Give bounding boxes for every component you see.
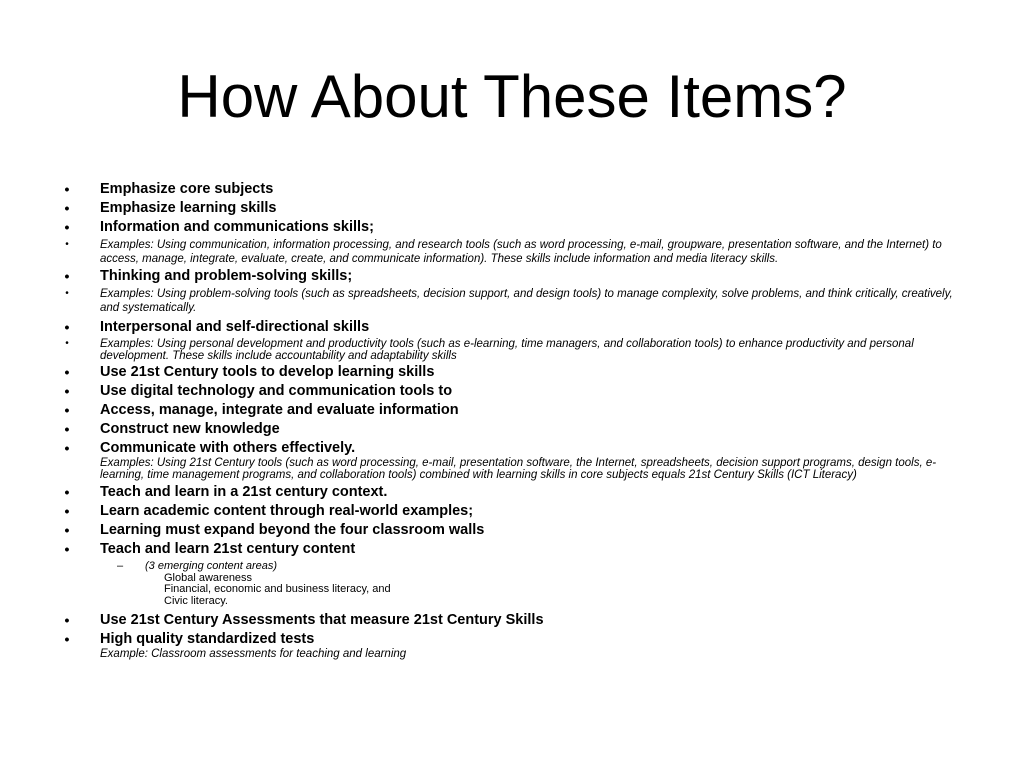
sub-list-line: Financial, economic and business literacy, and	[164, 583, 391, 595]
list-item	[60, 382, 965, 401]
bullet-icon: •	[64, 319, 70, 335]
list-item	[60, 363, 965, 382]
bullet-icon: •	[64, 541, 70, 557]
list-item-text: Emphasize core subjects	[100, 181, 274, 197]
bullet-icon: •	[64, 631, 70, 647]
bullet-icon: •	[64, 200, 70, 216]
list-item-text: Access, manage, integrate and evaluate information	[100, 402, 459, 418]
list-item-text: Use 21st Century Assessments that measure 21st Century Skills	[100, 612, 544, 628]
list-item-text: Use 21st Century tools to develop learning skills	[100, 364, 435, 380]
sub-list	[60, 561, 965, 607]
list-item	[60, 218, 965, 237]
list-item-text: Use digital technology and communication tools to	[100, 383, 453, 399]
example-item	[60, 238, 965, 266]
list-item-text: Interpersonal and self-directional skills	[100, 319, 370, 335]
list-item-text: Emphasize learning skills	[100, 200, 277, 216]
list-item	[60, 483, 965, 502]
bullet-icon: •	[64, 484, 70, 500]
bullet-icon: •	[64, 522, 70, 538]
example-text: Examples: Using problem-solving tools (such as spreadsheets, decision support, and design tools) to manage complexity, solve problems, and think critically, creatively, and systematically.	[100, 288, 953, 314]
example-item	[60, 338, 965, 362]
list-item	[60, 502, 965, 521]
bullet-icon: •	[64, 364, 70, 380]
example-item	[60, 287, 965, 315]
bullet-icon: •	[64, 383, 70, 399]
list-item	[60, 439, 965, 481]
bullet-icon: •	[64, 503, 70, 519]
list-item	[60, 420, 965, 439]
list-item	[60, 180, 965, 199]
bullet-icon: •	[64, 612, 70, 628]
list-item	[60, 630, 965, 661]
list-item	[60, 199, 965, 218]
list-item-text: Information and communications skills;	[100, 219, 374, 235]
sub-list-title: (3 emerging content areas)	[145, 560, 278, 572]
list-item	[60, 401, 965, 420]
list-item-text: Teach and learn 21st century content	[100, 541, 356, 557]
example-text: Examples: Using personal development and productivity tools (such as e-learning, time managers, and collaboration tools) to enhance productivity and personal development. These skills include accountability and adaptability skills	[100, 338, 914, 362]
list-item	[60, 521, 965, 540]
list-item-text: Communicate with others effectively.	[100, 440, 356, 456]
slide-title: How About These Items?	[177, 63, 847, 130]
list-item	[60, 318, 965, 337]
bullet-icon: •	[65, 288, 69, 299]
bullet-icon: •	[65, 338, 69, 349]
bullet-icon: •	[64, 440, 70, 456]
example-text: Example: Classroom assessments for teaching and learning	[100, 648, 407, 660]
list-item-text: High quality standardized tests	[100, 631, 315, 647]
example-text: Examples: Using communication, information processing, and research tools (such as word processing, e-mail, groupware, presentation software, and the Internet) to access, manage, integrate, evaluate, create, and communicate information). These skills include information and media literacy skills.	[100, 239, 942, 265]
bullet-icon: •	[64, 421, 70, 437]
bullet-icon: •	[64, 268, 70, 284]
list-item-text: Construct new knowledge	[100, 421, 280, 437]
example-text: Examples: Using 21st Century tools (such as word processing, e-mail, presentation software, the Internet, spreadsheets, decision support programs, design tools, e-learning, time management programs, and collaboration tools) combined with learning skills in core subjects equals 21st Century Skills (ICT Literacy)	[100, 457, 937, 481]
list-item	[60, 611, 965, 630]
list-item-text: Thinking and problem-solving skills;	[100, 268, 353, 284]
list-item	[60, 540, 965, 559]
dash-icon: –	[116, 560, 124, 572]
sub-list-line: Global awareness	[164, 571, 253, 584]
list-item-text: Learn academic content through real-world examples;	[100, 503, 474, 519]
bullet-icon: •	[65, 239, 69, 250]
bullet-icon: •	[64, 181, 70, 197]
bullet-icon: •	[64, 219, 70, 235]
bullet-icon: •	[64, 402, 70, 418]
bullet-list	[60, 180, 965, 661]
list-item-text: Learning must expand beyond the four classroom walls	[100, 522, 485, 538]
list-item-text: Teach and learn in a 21st century context.	[100, 484, 388, 500]
sub-list-line: Civic literacy.	[164, 594, 228, 607]
list-item	[60, 267, 965, 286]
